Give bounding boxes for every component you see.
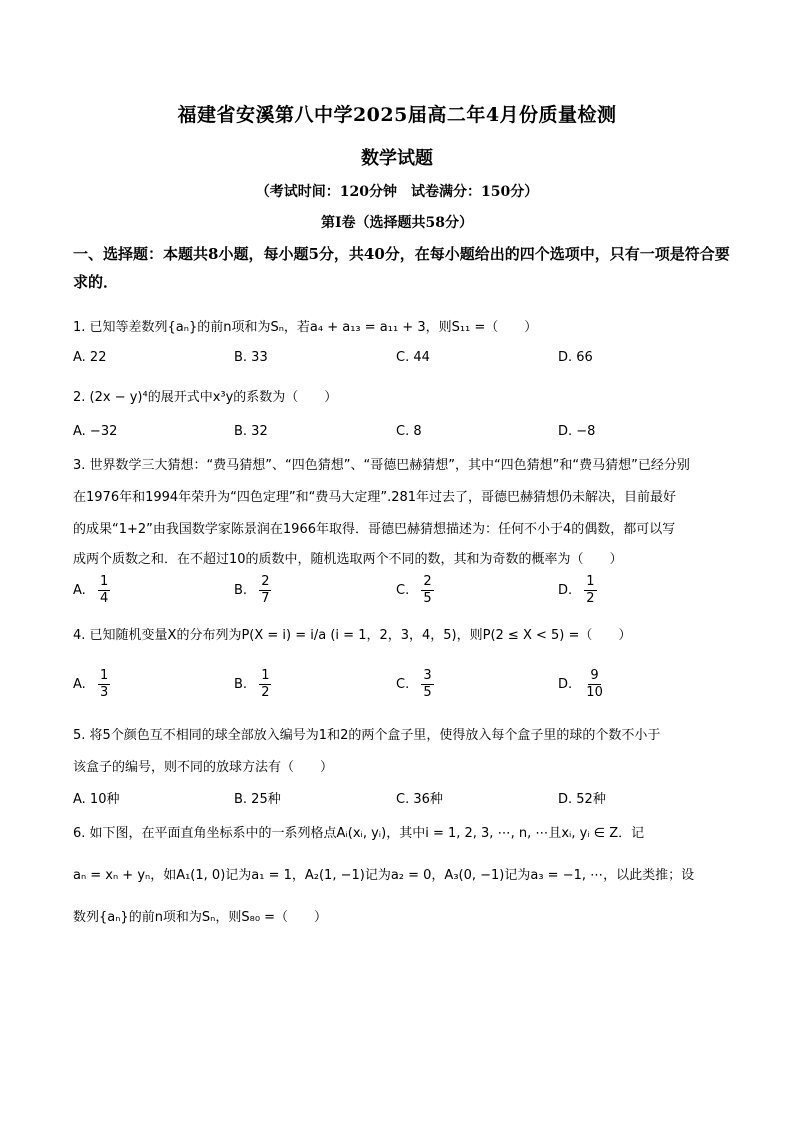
numerator: 2 [423,574,432,589]
q4-option-a[interactable] [73,668,110,701]
q4-option-a-label: A. [73,677,86,692]
numerator: 1 [99,668,109,683]
question-6-line-1: 6. 如下图，在平面直角坐标系中的一系列格点Aᵢ(xᵢ, yᵢ)，其中i = 1, 2, 3, ⋯, n, ⋯且xᵢ, yᵢ ∈ Z．记 [73,826,645,841]
denominator: 7 [261,591,270,606]
denominator: 4 [99,591,109,606]
exam-title: 福建省安溪第八中学2025届高二年4月份质量检测 [177,104,617,126]
fraction [259,668,271,701]
question-3-line-3: 的成果“1+2”由我国数学家陈景润在1966年取得．哥德巴赫猜想描述为：任何不小于4的偶数，都可以写 [73,522,676,537]
question-3-line-4: 成两个质数之和．在不超过10的质数中，随机选取两个不同的数，其和为奇数的概率为（ ） [73,552,623,567]
q2-option-c[interactable]: C. 8 [396,424,422,439]
fraction [98,574,110,607]
question-3-line-1: 3. 世界数学三大猜想：“费马猜想”、“四色猜想”、“哥德巴赫猜想”，其中“四色猜想”和“费马猜想”已经分别 [73,458,690,473]
numerator: 1 [586,574,595,589]
denominator: 3 [99,685,109,700]
q4-option-d[interactable] [558,668,605,701]
question-3-line-2: 在1976年和1994年荣升为“四色定理”和“费马大定理”.281年过去了，哥德巴赫猜想仍未解决，目前最好 [73,490,677,505]
q2-option-d[interactable]: D. −8 [558,424,596,439]
q3-option-c[interactable] [396,574,434,607]
section-heading: 一、选择题：本题共8小题，每小题5分，共40分，在每小题给出的四个选项中，只有一项是符合要求的． [73,245,730,291]
q4-option-d-label: D. [558,677,573,692]
q3-option-b-label: B. [234,583,248,598]
q4-option-c-label: C. [396,677,410,692]
denominator: 5 [423,591,432,606]
q5-option-d[interactable]: D. 52种 [558,792,606,807]
numerator: 2 [261,574,270,589]
numerator: 1 [99,574,109,589]
numerator: 1 [261,668,270,683]
fraction [421,668,433,701]
q3-option-b[interactable] [234,574,271,607]
question-1-stem: 1. 已知等差数列{aₙ}的前n项和为Sₙ，若a₄ + a₁₃ = a₁₁ + 3，则S₁₁ =（ ） [73,320,538,335]
denominator: 2 [586,591,595,606]
q2-option-b[interactable]: B. 32 [234,424,268,439]
q4-option-c[interactable] [396,668,434,701]
volume-heading: 第I卷（选择题共58分） [320,215,474,231]
q1-option-c[interactable]: C. 44 [396,350,430,365]
fraction [584,574,596,607]
question-6-line-2: aₙ = xₙ + yₙ，如A₁(1, 0)记为a₁ = 1，A₂(1, −1)记为a₂ = 0，A₃(0, −1)记为a₃ = −1, ⋯，以此类推；设 [73,868,695,883]
q2-option-a[interactable]: A. −32 [73,424,118,439]
fraction [421,574,433,607]
q4-option-b[interactable] [234,668,271,701]
q5-option-b[interactable]: B. 25种 [234,792,281,807]
exam-info: （考试时间：120分钟 试卷满分：150分） [255,184,539,200]
q3-option-c-label: C. [396,583,410,598]
question-4-stem: 4. 已知随机变量X的分布列为P(X = i) = i/a (i = 1，2，3，4，5)，则P(2 ≤ X < 5) =（ ） [73,628,632,643]
fraction [584,668,605,701]
fraction [259,574,271,607]
q3-option-a-label: A. [73,583,86,598]
q5-option-c[interactable]: C. 36种 [396,792,443,807]
q3-option-d[interactable] [558,574,597,607]
numerator: 9 [590,668,599,683]
question-6-line-3: 数列{aₙ}的前n项和为Sₙ，则S₈₀ =（ ） [73,910,328,925]
denominator: 10 [586,685,603,700]
denominator: 5 [423,685,432,700]
q1-option-a[interactable]: A. 22 [73,350,107,365]
q5-option-a[interactable]: A. 10种 [73,792,120,807]
q1-option-b[interactable]: B. 33 [234,350,268,365]
q3-option-a[interactable] [73,574,110,607]
question-5-line-2: 该盒子的编号，则不同的放球方法有（ ） [73,760,334,775]
q3-option-d-label: D. [558,583,573,598]
question-2-stem: 2. (2x − y)⁴的展开式中x³y的系数为（ ） [73,390,338,405]
denominator: 2 [261,685,270,700]
question-5-line-1: 5. 将5个颜色互不相同的球全部放入编号为1和2的两个盒子里，使得放入每个盒子里的球的个数不小于 [73,728,661,743]
numerator: 3 [423,668,432,683]
fraction [98,668,110,701]
q4-option-b-label: B. [234,677,248,692]
q1-option-d[interactable]: D. 66 [558,350,593,365]
exam-subtitle: 数学试题 [361,148,433,169]
